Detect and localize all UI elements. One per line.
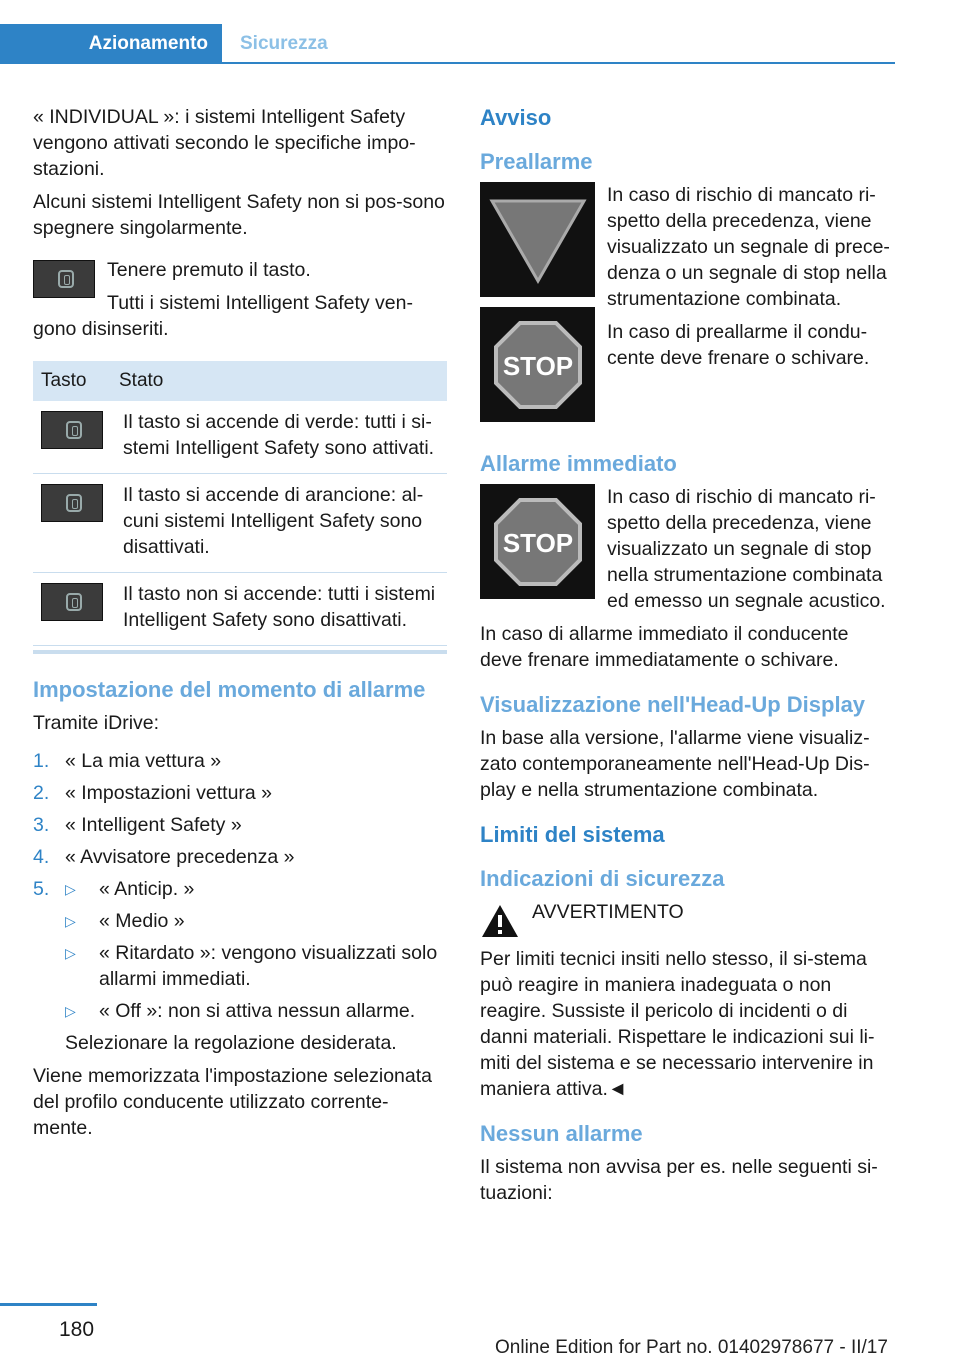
intro-paragraph-2: Alcuni sistemi Intelligent Safety non si pos-sono spegnere singolarmente.: [33, 191, 445, 239]
triangle-bullet-icon: ▷: [65, 913, 76, 929]
list-item: 1. « La mia vettura »: [33, 750, 222, 772]
no-alarm-text: Il sistema non avvisa per es. nelle seguenti si-tuazioni:: [480, 1156, 878, 1204]
edition-note: Online Edition for Part no. 01402978677 - II/17: [495, 1337, 888, 1358]
status-text: Il tasto non si accende: tutti i sistemi Intelligent Safety sono disattivati.: [111, 573, 447, 646]
select-instruction: Selezionare la regolazione desiderata.: [65, 1032, 397, 1054]
table-header-status: Stato: [111, 361, 447, 401]
triangle-bullet-icon: ▷: [65, 1003, 76, 1019]
preallarme-block: [480, 182, 895, 422]
table-row: [33, 474, 447, 573]
substeps-list: [65, 876, 447, 1024]
table-divider: [33, 650, 447, 654]
table-row: [33, 573, 447, 646]
footer-rule: [0, 1303, 97, 1306]
intro-paragraph: « INDIVIDUAL »: i sistemi Intelligent Safety vengono attivati secondo le specifiche impo-stazioni.: [33, 106, 416, 180]
warning-heading: AVVERTIMENTO: [532, 901, 684, 923]
warning-text: Per limiti tecnici insiti nello stesso, il si-stema può reagire in maniera inadeguata o non reagire. Sussiste il pericolo di incidenti o di danni materiali. Rispettare le indicazioni sui li-miti del sistema e se necessario intervenire in maniera attiva.◄: [480, 948, 875, 1100]
triangle-bullet-icon: ▷: [65, 881, 76, 897]
intelligent-safety-key-icon: [33, 260, 95, 298]
status-text: Il tasto si accende di arancione: al-cuni sistemi Intelligent Safety sono disattivati.: [111, 474, 447, 573]
left-column: [33, 104, 447, 1148]
avviso-title: Avviso: [480, 105, 552, 130]
key-off-icon: [41, 583, 103, 621]
key-status-table: [33, 361, 447, 646]
list-item: ▷ « Off »: non si attiva nessun allarme.: [65, 1000, 416, 1022]
table-header-key: Tasto: [33, 361, 111, 401]
list-item: 3. « Intelligent Safety »: [33, 814, 242, 836]
key-green-icon: [41, 411, 103, 449]
steps-list: [33, 748, 447, 1024]
allarme-title: Allarme immediato: [480, 451, 677, 476]
section-title: Impostazione del momento di allarme: [33, 677, 426, 702]
stop-sign-icon-2: [480, 484, 595, 599]
preallarme-text-2: In caso di preallarme il condu-cente deve frenare o schivare.: [607, 321, 870, 369]
no-alarm-title: Nessun allarme: [480, 1121, 643, 1146]
chapter-tabs: [0, 24, 895, 64]
tab-sicurezza[interactable]: Sicurezza: [240, 33, 328, 54]
via-idrive: Tramite iDrive:: [33, 712, 160, 734]
stop-sign-icon: [480, 307, 595, 422]
safety-title: Indicazioni di sicurezza: [480, 866, 725, 891]
preallarme-title: Preallarme: [480, 149, 593, 174]
page-number: 180: [59, 1318, 95, 1341]
svg-text:STOP: STOP: [502, 350, 573, 381]
limits-title: Limiti del sistema: [480, 822, 665, 847]
hold-result: Tutti i sistemi Intelligent Safety ven-gono disinseriti.: [33, 292, 413, 340]
allarme-block: [480, 484, 895, 621]
hud-title: Visualizzazione nell'Head-Up Display: [480, 692, 866, 717]
list-item: 4. « Avvisatore precedenza »: [33, 846, 295, 868]
warning-block: [480, 899, 895, 946]
hold-key-block: [33, 257, 447, 349]
hold-instruction: Tenere premuto il tasto.: [107, 259, 311, 281]
status-text: Il tasto si accende di verde: tutti i si-stemi Intelligent Safety sono attivati.: [111, 401, 447, 474]
warning-triangle-icon: [480, 903, 520, 946]
key-orange-icon: [41, 484, 103, 522]
allarme-text: In caso di rischio di mancato ri-spetto della precedenza, viene visualizzato un segnale di stop nella strumentazione combinata ed emesso un segnale acustico.: [607, 486, 886, 612]
svg-text:STOP: STOP: [502, 527, 573, 558]
hud-text: In base alla versione, l'allarme viene visualiz-zato contemporaneamente nell'Head-Up Dis-play e nella strumentazione combinata.: [480, 727, 870, 801]
list-item: ▷ « Medio »: [65, 910, 185, 932]
tab-azionamento[interactable]: Azionamento: [0, 24, 222, 62]
yield-sign-icon: [480, 182, 595, 297]
triangle-bullet-icon: ▷: [65, 945, 76, 961]
memo-paragraph: Viene memorizzata l'impostazione selezionata del profilo conducente utilizzato corrente-mente.: [33, 1065, 432, 1139]
list-item: ▷ « Ritardato »: vengono visualizzati solo allarmi immediati.: [65, 942, 438, 990]
list-item: 5. ▷ « Anticip. » ▷ « Medio » ▷ « Ritardato »: vengono visualizzati solo allarmi immediati. ▷ « Off »: non si attiva nessun allarme.: [33, 876, 447, 1024]
list-item: 2. « Impostazioni vettura »: [33, 782, 273, 804]
allarme-text-2: In caso di allarme immediato il conducente deve frenare immediatamente o schivare.: [480, 623, 849, 671]
table-row: [33, 401, 447, 474]
right-column: [480, 104, 895, 1213]
preallarme-text: In caso di rischio di mancato ri-spetto della precedenza, viene visualizzato un segnale di prece-denza o un segnale di stop nella strumentazione combinata.: [607, 184, 890, 310]
list-item: ▷ « Anticip. »: [65, 878, 195, 900]
